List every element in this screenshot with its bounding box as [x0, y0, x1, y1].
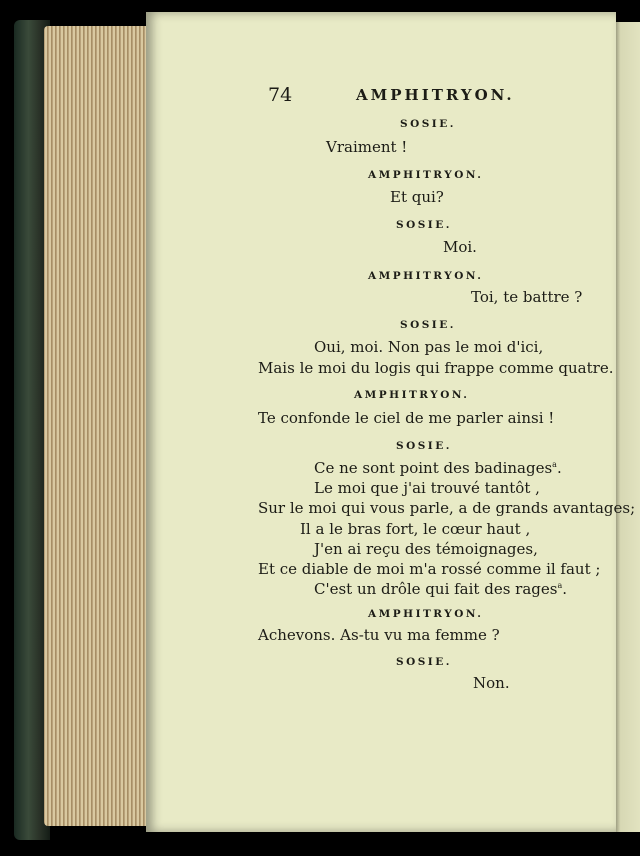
verse-line: Te confonde le ciel de me parler ainsi !	[258, 409, 555, 427]
page-edges	[44, 26, 152, 826]
verse-line: Et qui?	[390, 188, 444, 206]
verse-line: Le moi que j'ai trouvé tantôt ,	[314, 479, 540, 497]
speaker-label: AMPHITRYON.	[368, 169, 484, 181]
verse-line: J'en ai reçu des témoignages,	[314, 540, 538, 558]
page-number: 74	[268, 84, 293, 106]
footnote-mark: a	[552, 460, 557, 469]
speaker-label: AMPHITRYON.	[368, 270, 484, 282]
speaker-label: SOSIE.	[396, 440, 452, 452]
verse-line: Mais le moi du logis qui frappe comme quatre.	[258, 359, 614, 377]
book-page	[146, 12, 636, 832]
verse-text: Ce ne sont point des badinages	[314, 459, 553, 477]
verse-text: C'est un drôle qui fait des rages	[314, 580, 558, 598]
speaker-label: AMPHITRYON.	[354, 389, 470, 401]
speaker-label: SOSIE.	[396, 656, 452, 668]
verse-line: Et ce diable de moi m'a rossé comme il faut ;	[258, 560, 601, 578]
verse-line: Il a le bras fort, le cœur haut ,	[300, 520, 531, 538]
verse-line: Non.	[473, 674, 510, 692]
speaker-label: SOSIE.	[400, 118, 456, 130]
speaker-label: SOSIE.	[400, 319, 456, 331]
speaker-label: AMPHITRYON.	[368, 608, 484, 620]
verse-line: Oui, moi. Non pas le moi d'ici,	[314, 338, 544, 356]
verse-line: Achevons. As-tu vu ma femme ?	[258, 626, 500, 644]
verse-line: C'est un drôle qui fait des rages$^a$.	[314, 580, 568, 598]
speaker-label: SOSIE.	[396, 219, 452, 231]
verse-line: Sur le moi qui vous parle, a de grands avantages;	[258, 499, 636, 517]
verse-line: Toi, te battre ?	[471, 288, 583, 306]
running-title: AMPHITRYON.	[356, 86, 515, 104]
footnote-mark: a	[557, 581, 563, 590]
verse-line: Ce ne sont point des badinages$^a$.	[314, 459, 562, 477]
verse-line: Moi.	[443, 238, 477, 256]
verse-line: Vraiment !	[326, 138, 408, 156]
facing-page-edge	[612, 22, 640, 832]
